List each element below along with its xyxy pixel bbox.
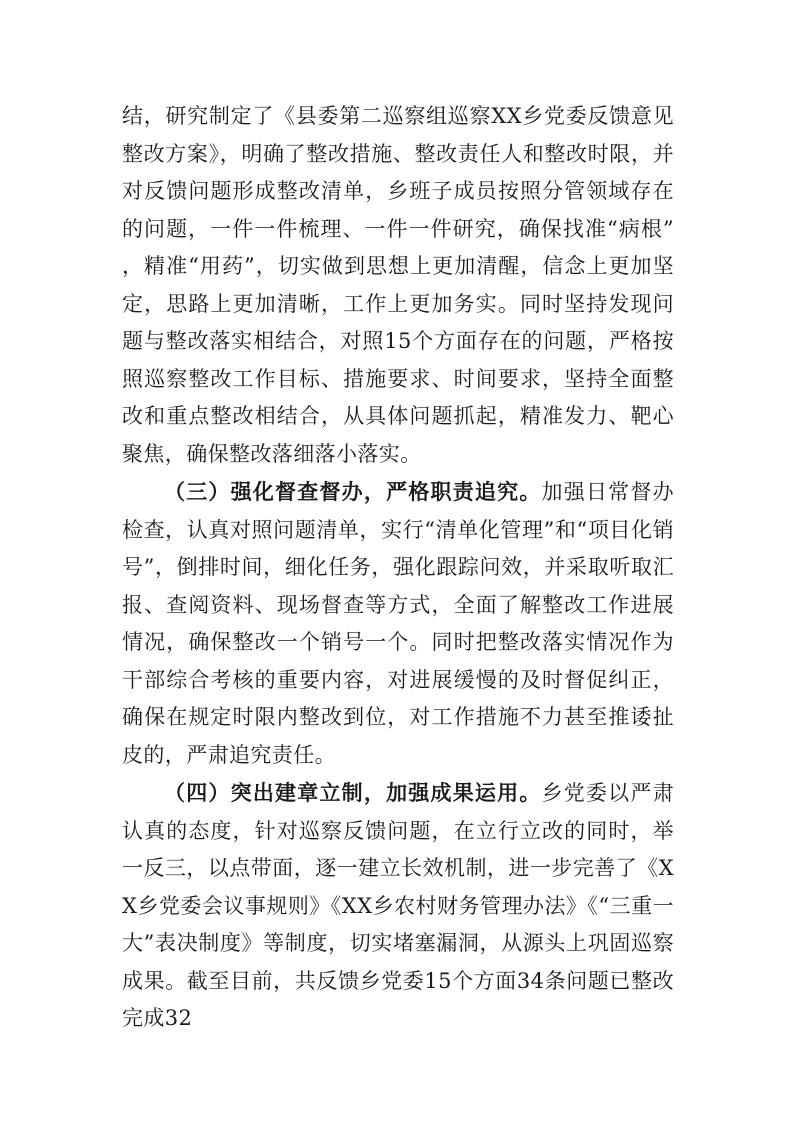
- paragraph-section-3: [122, 473, 674, 774]
- section-heading: （三）强化督查督办，严格职责追究。: [164, 479, 542, 504]
- document-body: [122, 98, 674, 1038]
- paragraph-text: 乡党委以严肃认真的态度，针对巡察反馈问题，在立行立改的同时，举一反三，以点带面，逐一建立长效机制，进一步完善了《XX乡党委会议事规则》《XX乡农村财务管理办法》《“三重一大”表决制度》等制度，切实堵塞漏洞，从源头上巩固巡察成果。截至目前，共反馈乡党委15个方面34条问题已整改完成32: [122, 781, 674, 1030]
- paragraph-section-4: [122, 774, 674, 1038]
- paragraph-text: 加强日常督办检查，认真对照问题清单，实行“清单化管理”和“项目化销号”，倒排时间，细化任务，强化跟踪问效，并采取听取汇报、查阅资料、现场督查等方式，全面了解整改工作进展情况，确保整改一个销号一个。同时把整改落实情况作为干部综合考核的重要内容，对进展缓慢的及时督促纠正，确保在规定时限内整改到位，对工作措施不力甚至推诿扯皮的，严肃追究责任。: [122, 480, 674, 767]
- section-heading: （四）突出建章立制，加强成果运用。: [164, 780, 542, 805]
- paragraph-continuation: [122, 98, 674, 473]
- paragraph-text: 结，研究制定了《县委第二巡察组巡察XX乡党委反馈意见整改方案》，明确了整改措施、整改责任人和整改时限，并对反馈问题形成整改清单，乡班子成员按照分管领域存在的问题，一件一件梳理、一件一件研究，确保找准“病根”，精准“用药”，切实做到思想上更加清醒，信念上更加坚定，思路上更加清晰，工作上更加务实。同时坚持发现问题与整改落实相结合，对照15个方面存在的问题，严格按照巡察整改工作目标、措施要求、时间要求，坚持全面整改和重点整改相结合，从具体问题抓起，精准发力、靶心聚焦，确保整改落细落小落实。: [122, 104, 674, 466]
